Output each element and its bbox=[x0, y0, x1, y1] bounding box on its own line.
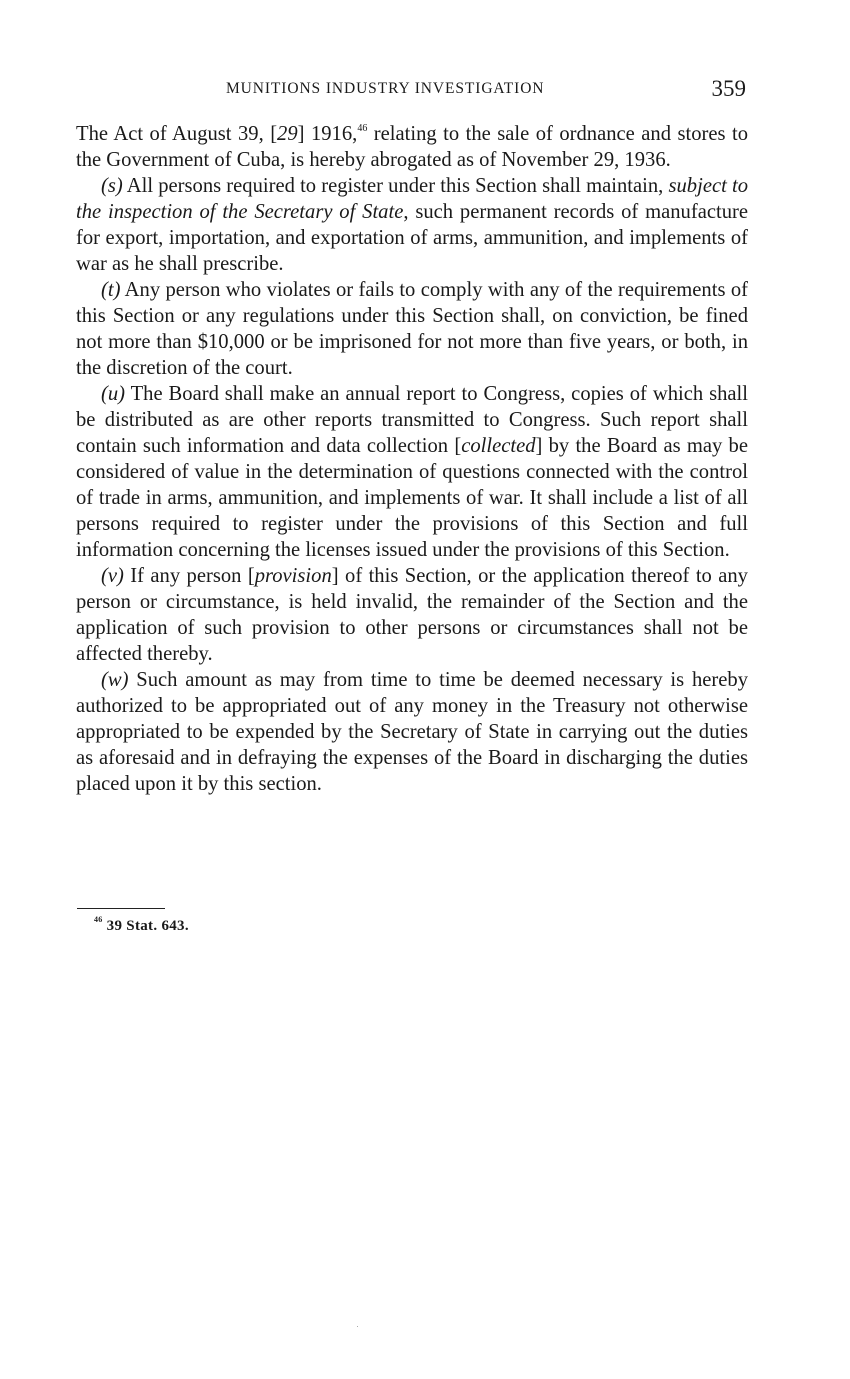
page-header bbox=[76, 76, 748, 106]
footnote-reference: 46 bbox=[357, 123, 368, 135]
scan-speck bbox=[357, 1326, 358, 1327]
page-number: 359 bbox=[711, 76, 746, 101]
paragraph-v: (v) If any person [provision] of this Section, or the application thereof to any person or circumstance, is held invalid, the remainder of the Section and the application of such provision to other persons or circumstances shall not be affected thereby. bbox=[76, 565, 748, 665]
paragraph-label: (s) bbox=[101, 175, 123, 197]
footnote-divider bbox=[77, 908, 165, 909]
inserted-phrase: subject to the inspection of the Secretary of State bbox=[76, 175, 749, 223]
paragraph-label: (w) bbox=[101, 669, 129, 691]
paragraph-u: (u) The Board shall make an annual report to Congress, copies of which shall be distributed as are other reports transmitted to Congress. Such report shall contain such information and data collection [collected] by the Board as may be considered of value in the determination of questions connected with the control of trade in arms, ammunition, and implements of war. It shall include a list of all persons required to register under the provisions of this Section and full information concerning the licenses issued under the provisions of this Section. bbox=[76, 383, 748, 561]
running-head: MUNITIONS INDUSTRY INVESTIGATION bbox=[226, 80, 545, 97]
bracketed-correction: collected bbox=[461, 435, 536, 457]
bracketed-correction: provision bbox=[254, 565, 332, 587]
footnote-text: 39 Stat. 643. bbox=[102, 918, 189, 934]
footnote bbox=[94, 917, 189, 935]
paragraph-label: (u) bbox=[101, 383, 126, 405]
paragraph-label: (t) bbox=[101, 279, 121, 301]
bracketed-correction: 29 bbox=[277, 123, 298, 145]
paragraph-t: (t) Any person who violates or fails to comply with any of the requirements of this Section or any regulations under this Section shall, on conviction, be fined not more than $10,000 or be imprisoned for not more than five years, or both, in the discretion of the court. bbox=[76, 279, 748, 379]
paragraph-s: (s) All persons required to register under this Section shall maintain, subject to the inspection of the Secretary of State, such permanent records of manufacture for export, importation, and exportation of arms, ammunition, and implements of war as he shall prescribe. bbox=[76, 175, 749, 275]
paragraph-w: (w) Such amount as may from time to time be deemed necessary is hereby authorized to be appropriated out of any money in the Treasury not otherwise appropriated to be expended by the Secretary of State in carrying out the duties as aforesaid and in defraying the expenses of the Board in discharging the duties placed upon it by this section. bbox=[76, 669, 748, 795]
footnote-marker: 46 bbox=[94, 915, 103, 924]
body-text bbox=[76, 121, 748, 797]
paragraph-act-abrogation: The Act of August 39, [29] 1916,46 relating to the sale of ordnance and stores to the Government of Cuba, is hereby abrogated as of November 29, 1936. bbox=[76, 123, 748, 171]
paragraph-label: (v) bbox=[101, 565, 124, 587]
